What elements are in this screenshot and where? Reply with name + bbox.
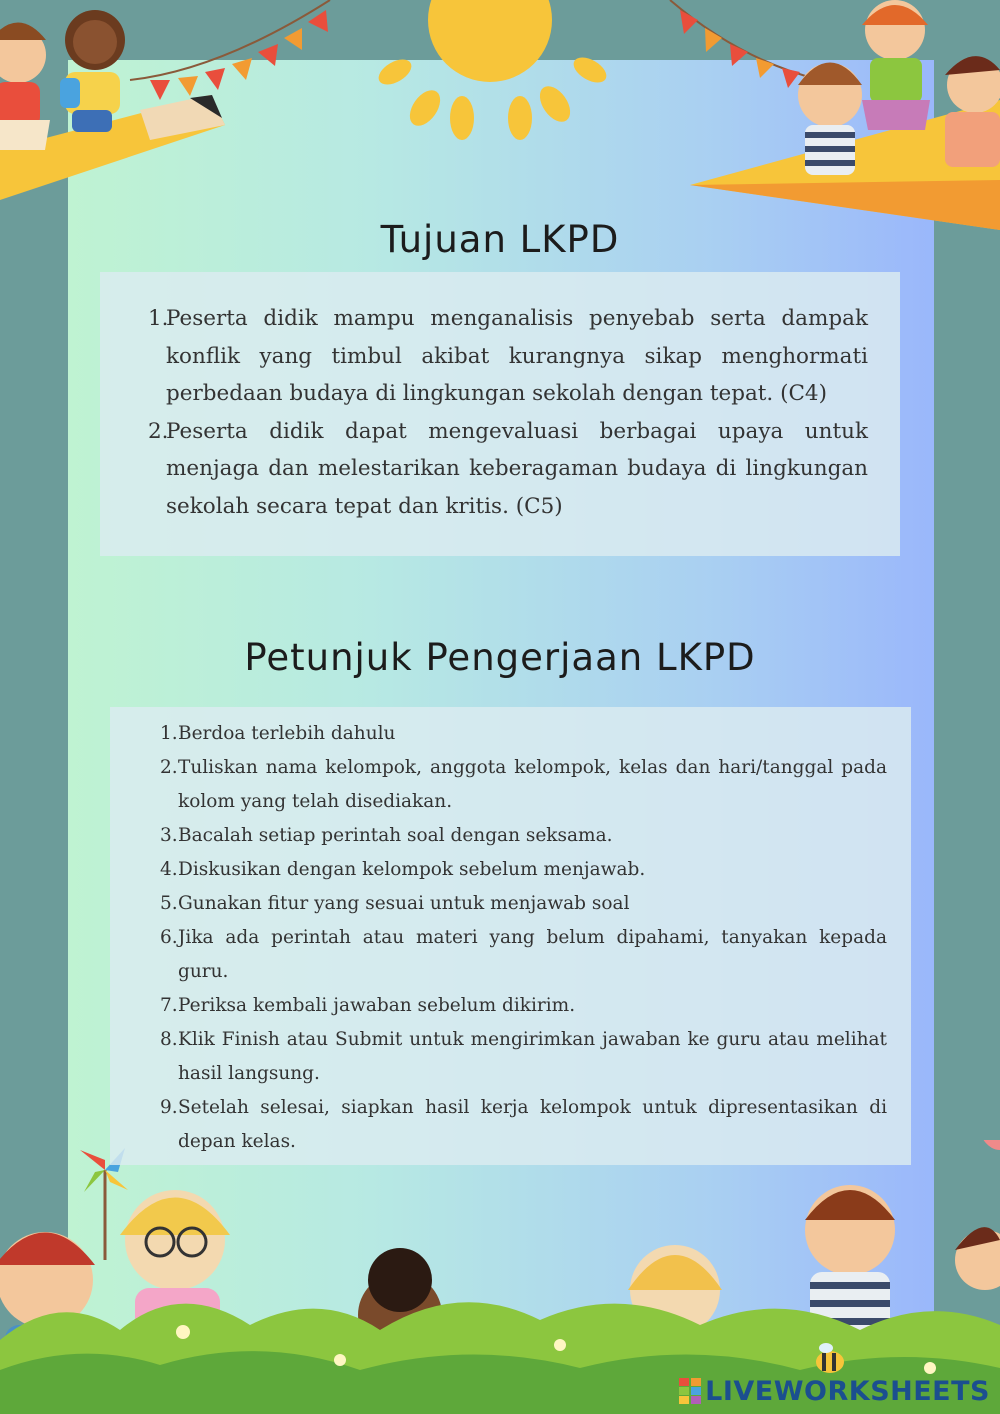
list-item: [148, 300, 868, 413]
list-text: Bacalah setiap perintah soal dengan seksama.: [178, 825, 613, 846]
list-text: Peserta didik dapat mengevaluasi berbagai upaya untuk menjaga dan melestarikan keberagaman budaya di lingkungan sekolah secara tepat dan kritis. (C5): [166, 418, 868, 519]
list-text: Diskusikan dengan kelompok sebelum menjawab.: [178, 859, 646, 880]
objectives-title: Tujuan LKPD: [380, 218, 620, 261]
list-number: 1.: [148, 306, 169, 331]
list-number: 5.: [160, 893, 178, 914]
sun-illustration: [374, 0, 610, 140]
instructions-box: [110, 707, 911, 1165]
list-item: [160, 819, 887, 853]
list-number: 4.: [160, 859, 178, 880]
list-number: 9.: [160, 1097, 178, 1118]
list-text: Berdoa terlebih dahulu: [178, 723, 396, 744]
list-text: Periksa kembali jawaban sebelum dikirim.: [178, 995, 576, 1016]
instructions-list: [160, 717, 887, 1159]
list-item: [160, 921, 887, 989]
list-text: Tuliskan nama kelompok, anggota kelompok, kelas dan hari/tanggal pada kolom yang telah disediakan.: [178, 757, 887, 812]
objectives-box: [100, 272, 900, 556]
list-item: [160, 751, 887, 819]
list-text: Setelah selesai, siapkan hasil kerja kelompok untuk dipresentasikan di depan kelas.: [178, 1097, 887, 1152]
list-number: 7.: [160, 995, 178, 1016]
list-number: 2.: [160, 757, 178, 778]
children-illustration-left: [0, 10, 125, 150]
list-item: [160, 989, 887, 1023]
list-item: [160, 1023, 887, 1091]
list-text: Klik Finish atau Submit untuk mengirimkan jawaban ke guru atau melihat hasil langsung.: [178, 1029, 887, 1084]
instructions-title: Petunjuk Pengerjaan LKPD: [244, 636, 756, 679]
list-item: [160, 887, 887, 921]
list-number: 1.: [160, 723, 178, 744]
list-item: [148, 413, 868, 526]
list-number: 2.: [148, 418, 169, 444]
list-text: Peserta didik mampu menganalisis penyebab serta dampak konflik yang timbul akibat kurangnya sikap menghormati perbedaan budaya di lingkungan sekolah dengan tepat. (C4): [166, 306, 868, 406]
list-item: [160, 717, 887, 751]
objectives-list: [148, 300, 868, 525]
list-number: 6.: [160, 927, 178, 948]
liveworksheets-brand[interactable]: [679, 1374, 990, 1408]
list-number: 8.: [160, 1029, 178, 1050]
list-number: 3.: [160, 825, 178, 846]
liveworksheets-logo-icon: [679, 1378, 701, 1404]
list-item: [160, 853, 887, 887]
list-text: Gunakan fitur yang sesuai untuk menjawab soal: [178, 893, 630, 914]
bottom-decoration: [0, 1140, 1000, 1414]
liveworksheets-text: LIVEWORKSHEETS: [705, 1375, 990, 1407]
list-text: Jika ada perintah atau materi yang belum dipahami, tanyakan kepada guru.: [178, 927, 887, 982]
list-item: [160, 1091, 887, 1159]
